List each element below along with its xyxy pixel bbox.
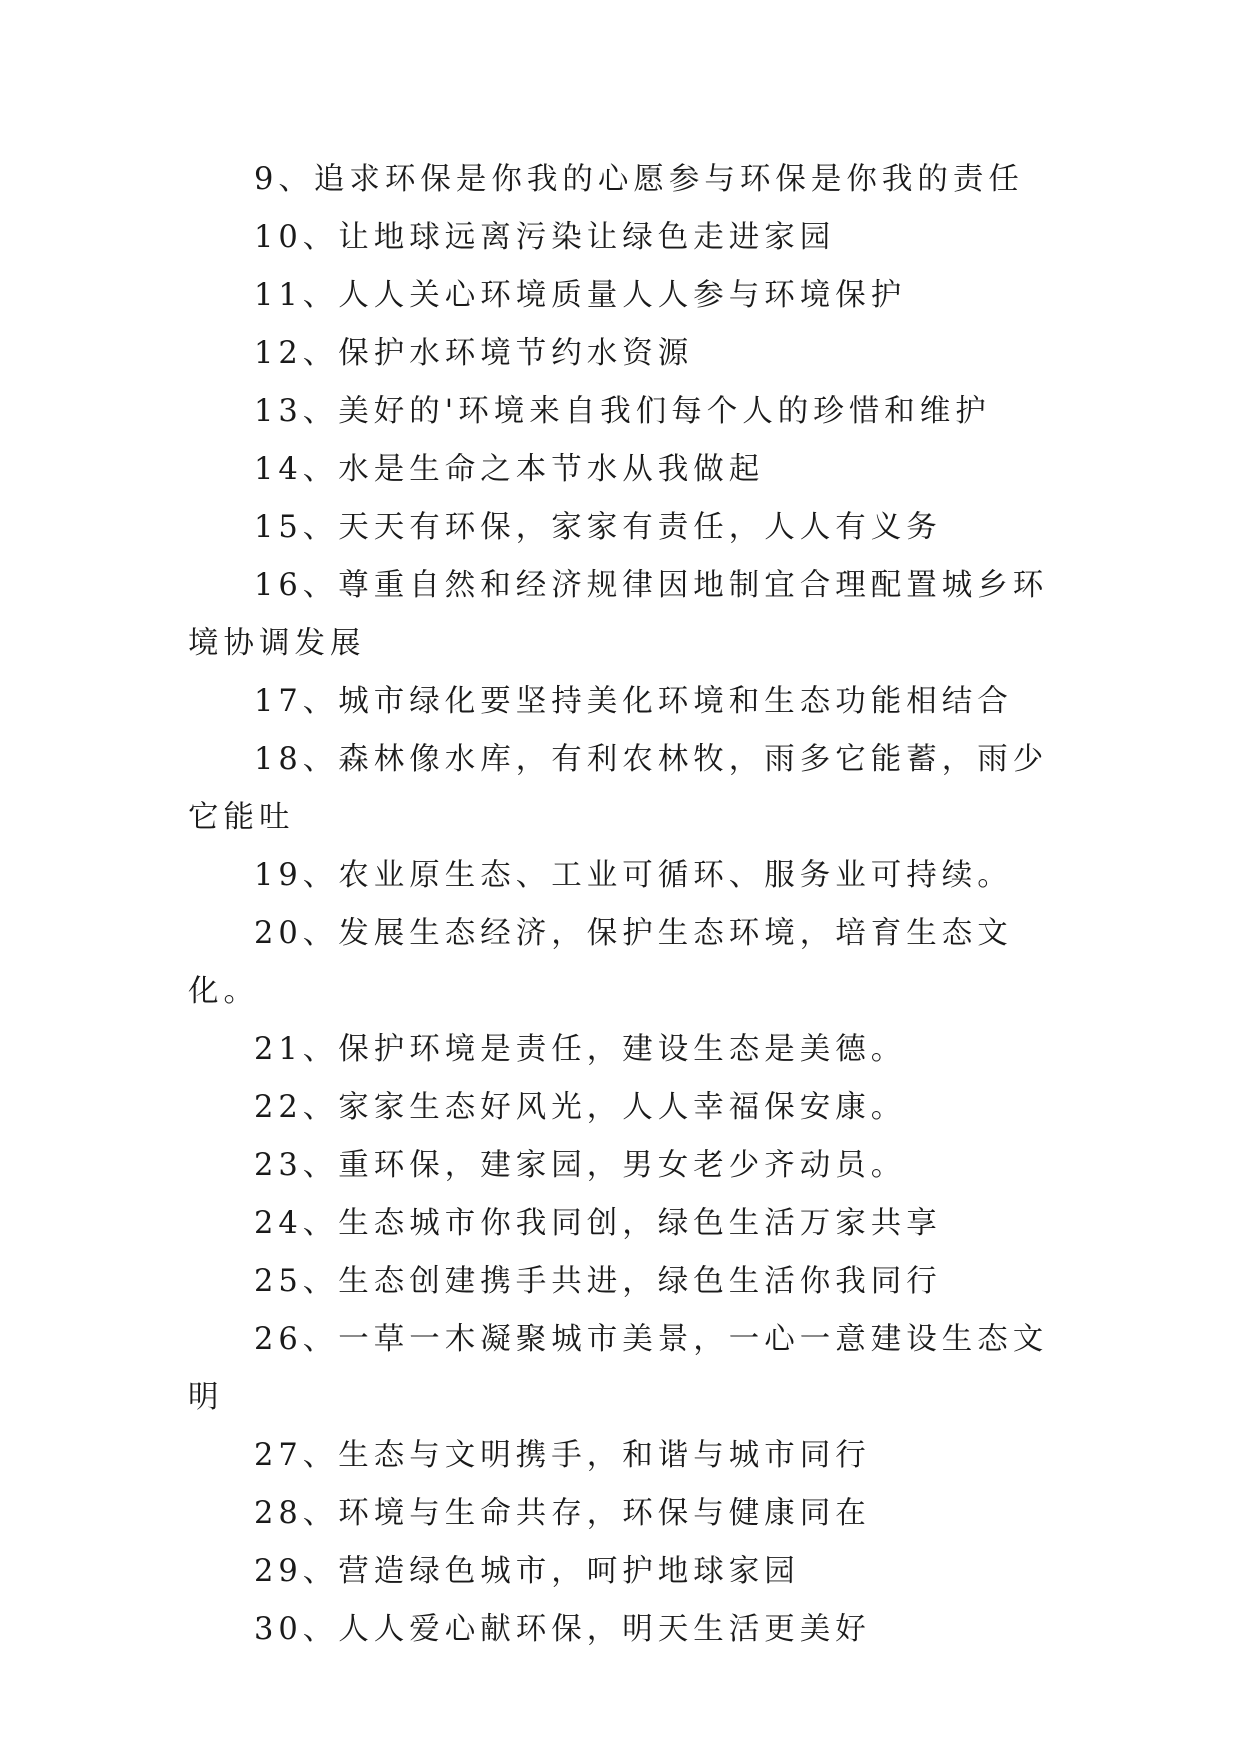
list-item: 15、天天有环保，家家有责任，人人有义务 — [254, 510, 942, 545]
list-item: 21、保护环境是责任，建设生态是美德。 — [254, 1032, 907, 1067]
list-item: 28、环境与生命共存，环保与健康同在 — [254, 1496, 871, 1531]
list-item: 29、营造绿色城市，呵护地球家园 — [254, 1554, 800, 1589]
list-item: 11、人人关心环境质量人人参与环境保护 — [254, 278, 907, 313]
list-item: 12、保护水环境节约水资源 — [254, 336, 694, 371]
list-item: 18、森林像水库，有利农林牧，雨多它能蓄，雨少它能吐 — [188, 742, 1049, 835]
list-item: 30、人人爱心献环保，明天生活更美好 — [254, 1612, 871, 1647]
list-item: 27、生态与文明携手，和谐与城市同行 — [254, 1438, 871, 1473]
list-item: 22、家家生态好风光，人人幸福保安康。 — [254, 1090, 907, 1125]
list-item: 14、水是生命之本节水从我做起 — [254, 452, 765, 487]
list-item: 23、重环保，建家园，男女老少齐动员。 — [254, 1148, 907, 1183]
list-item: 25、生态创建携手共进，绿色生活你我同行 — [254, 1264, 942, 1299]
list-item: 26、一草一木凝聚城市美景，一心一意建设生态文明 — [188, 1322, 1049, 1415]
list-item: 13、美好的'环境来自我们每个人的珍惜和维护 — [254, 394, 991, 429]
list-item: 17、城市绿化要坚持美化环境和生态功能相结合 — [254, 684, 1013, 719]
list-item: 9、追求环保是你我的心愿参与环保是你我的责任 — [254, 162, 1024, 197]
list-item: 24、生态城市你我同创，绿色生活万家共享 — [254, 1206, 942, 1241]
list-item: 20、发展生态经济，保护生态环境，培育生态文化。 — [188, 916, 1013, 1009]
list-item: 19、农业原生态、工业可循环、服务业可持续。 — [254, 858, 1013, 893]
list-item: 16、尊重自然和经济规律因地制宜合理配置城乡环境协调发展 — [188, 568, 1049, 661]
list-item: 10、让地球远离污染让绿色走进家园 — [254, 220, 836, 255]
document-body — [188, 151, 1054, 1659]
